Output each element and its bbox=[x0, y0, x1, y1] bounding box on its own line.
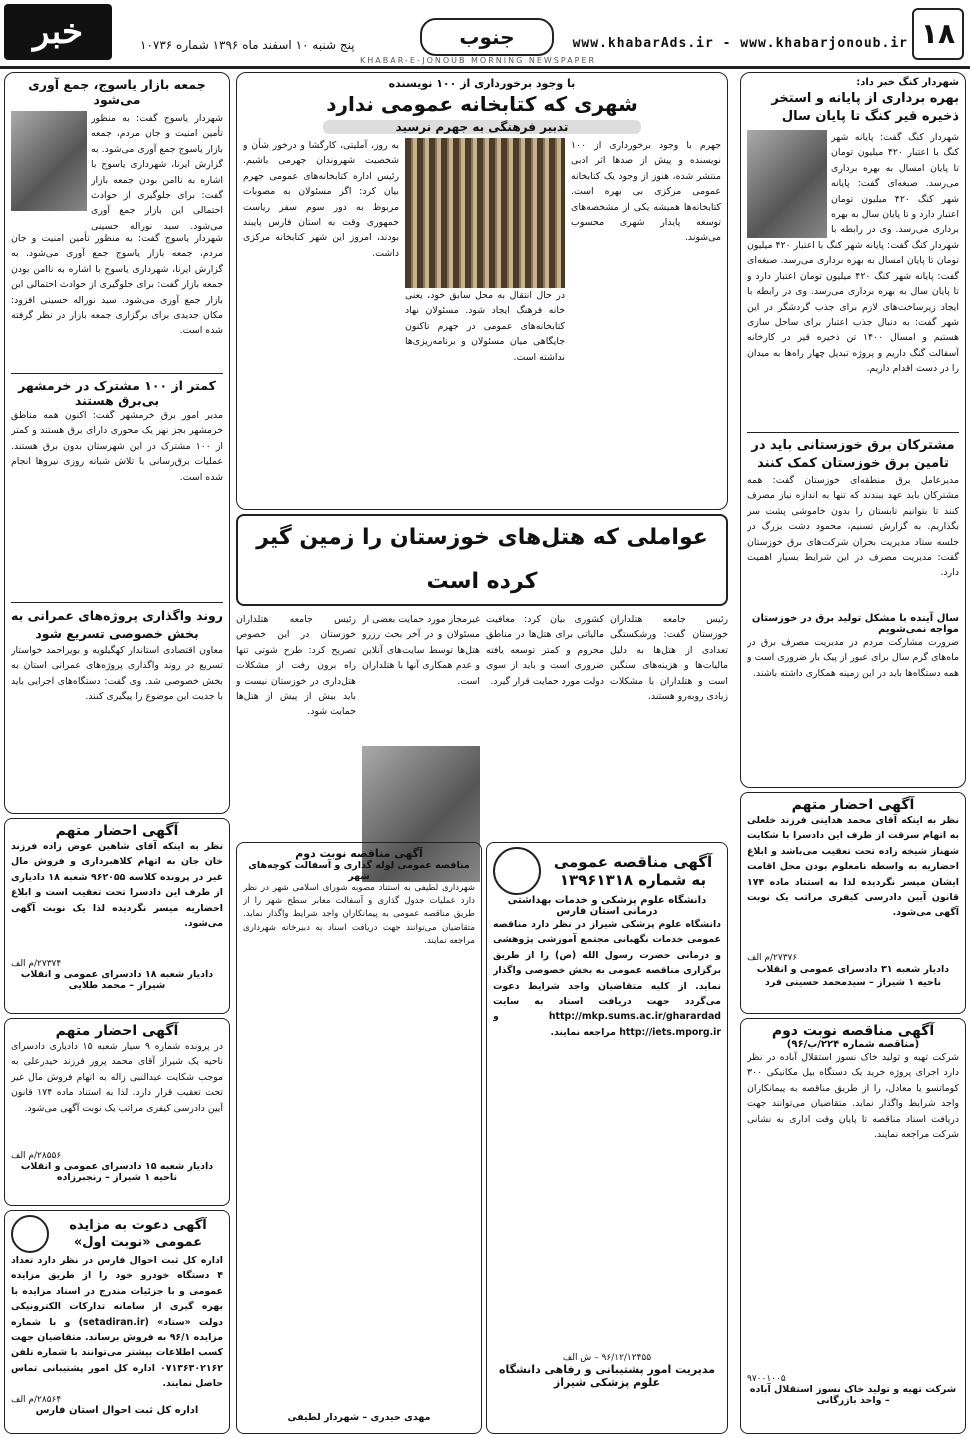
article-body-b: در حال انتقال به محل سابق خود، یعنی خانه فرهنگ ایجاد شود. مسئولان نهاد کتابخانه‌های عمومی در جهرم تاکنون جایگاهی میان مسئولان و برنامه‌ریزی‌ها نداشته است. bbox=[405, 290, 565, 363]
ad-body: نظر به اینکه آقای محمد هدایتی فرزند خلعلی به اتهام سرقت از طرف این دادسرا با شکایت شهناز شیخه زاده تحت تعقیب می‌باشد و ابلاغ احضاریه به واسطه نامعلوم بودن محل اقامت ایشان میسر نگردیده لذا به استناد ماده ۱۷۴ قانون آیین دادرسی کیفری مراتب یک نوبت آگهی می‌شود. bbox=[747, 815, 959, 919]
ad-code: ۲۸۵۶۴/م الف bbox=[11, 1395, 62, 1405]
headline-2: کمتر از ۱۰۰ مشترک در خرمشهر بی‌برق هستند bbox=[18, 378, 216, 408]
ad-code: ۹۷۰۰۱۰۰۵ bbox=[747, 1374, 786, 1384]
ad-body: شرکت تهیه و تولید خاک نسوز استقلال آباده در نظر دارد اجرای پروژه خرید یک دستگاه بیل مکانیکی ۳۰۰ کوماتسو یا معادل، را از طریق مناقصه به پیمانکاران واجد شرایط واگذار نماید. متقاضیان می‌توانند جهت دریافت اسناد مناقصه تا پایان وقت اداری به نشانی شرکت مراجعه نمایند. bbox=[747, 1052, 959, 1141]
ad-signature: شرکت تهیه و تولید خاک نسوز استقلال آباده – واحد بازرگانی bbox=[749, 1384, 957, 1406]
emblem-icon bbox=[11, 1215, 49, 1253]
library-photo bbox=[405, 138, 565, 288]
left-column bbox=[4, 72, 230, 814]
article-body-continued: شهردار یاسوج گفت: به منظور تأمین امنیت و جان مردم، جمعه بازار یاسوج جمع آوری می‌شود. به گزارش ایرنا، شهرداری یاسوج با اشاره به ناامن بودن جمعه بازار گفت: برای جلوگیری از حوادث احتمالی این بازار جمع آوری می‌شود. سید نوراله حسینی افزود: مکان جدیدی برای برگزاری جمعه بازار در نظر گرفته شده است. bbox=[11, 233, 223, 337]
ad-subtitle: مناقصه عمومی لوله گذاری و آسفالت کوچه‌های شهر bbox=[248, 860, 470, 882]
portrait-photo bbox=[11, 111, 87, 211]
ad-signature: دادیار شعبه ۳۱ دادسرای عمومی و انقلاب ناحیه ۱ شیراز – سیدمحمد حسینی فرد bbox=[756, 964, 950, 988]
ad-title: آگهی مناقصه نوبت دوم bbox=[295, 847, 423, 860]
ad-signature: دادیار شعبه ۱۵ دادسرای عمومی و انقلاب ناحیه ۱ شیراز – رنجبرزاده bbox=[20, 1161, 214, 1183]
portrait-photo bbox=[747, 130, 827, 238]
headline: شهری که کتابخانه عمومی ندارد bbox=[326, 92, 638, 116]
ad-subtitle: (مناقصه شماره ۲۲۴/ب/۹۶) bbox=[786, 1039, 920, 1050]
city-tender-ad bbox=[236, 842, 482, 1434]
ad-body: اداره کل ثبت احوال فارس در نظر دارد تعداد ۴ دستگاه خودرو خود را از طریق مزایده عمومی و با جزئیات مندرج در اسناد مزایده با بهره گیری از سامانه تدارکات الکترونیکی دولت «ستاد» (setadiran.ir) و با شماره مزایده ۹۶/۱ به فروش برساند. متقاضیان جهت کسب اطلاعات بیشتر می‌توانند با شماره تلفن ۰۷۱۳۶۳۰۲۱۶۲ اداره کل امور پشتیبانی تماس حاصل نمایند. bbox=[11, 1255, 223, 1390]
tender-ad bbox=[740, 1018, 966, 1434]
ad-body: نظر به اینکه آقای شاهین عوض زاده فرزند خان جان به اتهام کلاهبرداری و فروش مال غیر در پرونده کلاسه ۹۶۲۰۵۵ شعبه ۱۸ دادیاری از طرف این دادسرا تحت تعقیب است و ابلاغ احضاریه میسر نگردیده لذا یک نوبت آگهی می‌شود. bbox=[11, 841, 223, 930]
ad-code: ۲۷۳۷۴/م الف bbox=[11, 959, 62, 969]
medical-tender-ad bbox=[486, 842, 728, 1434]
summons-ad-3 bbox=[4, 1018, 230, 1206]
ad-body: دانشگاه علوم پزشکی شیراز در نظر دارد مناقصه عمومی خدمات نگهبانی مجتمع آموزشی پژوهشی و درمانی حضرت رسول الله (ص) را از طریق برگزاری مناقصه عمومی به بخش خصوصی واگذار نماید. از کلیه متقاضیان واجد شرایط دعوت می‌گردد جهت دریافت اسناد به سایت http://mkp.sums.ac.ir/gharardad و http://iets.mporg.ir مراجعه نمایند. bbox=[493, 919, 721, 1038]
article-body-2b: کشوری بیان کرد: معافیت مالیاتی برای هتل‌ها در مناطق محروم و کمتر توسعه یافته ضروری است و باید از سوی دولت مورد حمایت قرار گیرد. bbox=[486, 614, 604, 687]
article-body: شهردار کنگ گفت: پایانه شهر کنگ با اعتبار ۴۲۰ میلیون تومان تا پایان امسال به بهره برداری می‌رسد. صبغه‌ای گفت: پایانه شهر کنگ ۴۲۰ میلیون تومان اعتبار دارد و تا پایان سال به بهره برداری می‌رسد. وی در رابطه با bbox=[831, 132, 959, 236]
ad-number: به شماره ۱۳۹۶۱۳۱۸ bbox=[559, 871, 707, 889]
subhead: تدبیر فرهنگی به جهرم نرسید bbox=[323, 120, 641, 134]
article-body-2c: غیرمجاز مورد حمایت بعضی از مسئولان و در آخر بحث رزرو هتل‌ها توسط سایت‌های آنلاین و عدم همکاری آنها با هتلداران است. bbox=[362, 614, 480, 687]
article-body-3: ضرورت مشارکت مردم در مدیریت مصرف برق در ماه‌های گرم سال برای عبور از پیک بار ضروری است و همه دستگاه‌ها باید در این زمینه همکاری داشته باشند. bbox=[747, 637, 959, 679]
ad-title: آگهی مناقصه عمومی bbox=[553, 853, 713, 871]
headline: بهره برداری از پایانه و استخر ذخیره قیر کنگ تا پایان سال bbox=[771, 91, 959, 124]
ad-title: آگهی احضار متهم bbox=[55, 1023, 179, 1039]
hotels-article bbox=[236, 514, 728, 838]
article-body-a: جهرم با وجود برخورداری از ۱۰۰ نویسنده و پیش از صدها اثر ادبی منتشر شده، هنوز از وجود یک کتابخانه عمومی مرکزی بی بهره است. کتابخانه‌ها همیشه یکی از مشخصه‌های توسعه پایدار شهری محسوب می‌شوند. bbox=[571, 140, 721, 244]
ad-organization: دانشگاه علوم پزشکی و خدمات بهداشتی درمانی استان فارس bbox=[507, 895, 707, 917]
auction-ad bbox=[4, 1210, 230, 1434]
ad-code: ۲۷۳۷۶/م الف bbox=[747, 953, 798, 963]
ad-code: ۹۶/۱۲/۱۲۴۵۵ – ش الف bbox=[562, 1353, 652, 1363]
ad-signature: دادیار شعبه ۱۸ دادسرای عمومی و انقلاب شیراز – محمد طلایی bbox=[20, 969, 214, 991]
summons-ad-1 bbox=[740, 792, 966, 1014]
ad-title: آگهی احضار متهم bbox=[791, 797, 915, 813]
library-article bbox=[236, 72, 728, 510]
subhead: سال آینده با مشکل تولید برق در خوزستان مواجه نمی‌شویم bbox=[751, 613, 959, 635]
headline: جمعه بازار یاسوج، جمع آوری می‌شود bbox=[28, 77, 206, 107]
ad-body: شهرداری لطیفی به استناد مصوبه شورای اسلامی شهر در نظر دارد عملیات جدول گذاری و آسفالت معابر سطح شهر را از طریق مناقصه عمومی به پیمانکاران واجد شرایط واگذار نماید. متقاضیان می‌توانند جهت دریافت اسناد به دبیرخانه شهرداری مراجعه نمایند. bbox=[243, 883, 475, 946]
headline-2: مشترکان برق خوزستانی باید در تامین برق خوزستان کمک کنند bbox=[751, 438, 955, 471]
ad-body: در پرونده شماره ۹ سیار شعبه ۱۵ دادیاری دادسرای ناحیه یک شیراز آقای محمد پرور فرزند حیدرعلی به موجب شکایت عبدالنبی زاله به اتهام فروش مال غیر تحت تعقیب قرار دارد. لذا به استناد ماده ۱۷۴ قانون آیین دادرسی کیفری مراتب یک نوبت آگهی می‌شود. bbox=[11, 1041, 223, 1114]
article-body-2: مدیر امور برق خرمشهر گفت: اکنون همه مناطق خرمشهر بجز نهر یک محوری دارای برق هستند و کمتر از ۱۰۰ مشترک در این شهرستان بدون برق هستند. عملیات برق‌رسانی با تلاش شبانه روزی نیروها انجام شده است. bbox=[11, 410, 223, 483]
ad-title: آگهی مناقصه نوبت دوم bbox=[771, 1023, 935, 1039]
article-body-c: به روز، آملیتی، کارگشا و درخور شأن و شخصیت شهروندان جهرمی باشیم. رئیس اداره کتابخانه‌های عمومی جهرم بیان کرد: اگر مسئولان به مصوبات مربوط به دور سوم سفر ریاست جمهوری وقت به استان فارس پایبند بودند، امروز این شهر کتابخانه مرکزی داشت. bbox=[243, 140, 399, 259]
headline: عواملی که هتل‌های خوزستان را زمین گیر کرده است bbox=[236, 514, 728, 606]
kicker: با وجود برخورداری از ۱۰۰ نویسنده bbox=[388, 77, 576, 90]
ad-signature: مهدی حیدری – شهردار لطیفی bbox=[287, 1412, 431, 1423]
section-title: جنوب bbox=[420, 18, 554, 56]
article-body-2d: رئیس جامعه هتلداران خوزستان در این خصوص تصریح کرد: طرح شوتی تنها راه برون رفت از مشکلات هتل‌داری در خوزستان نیست و باید بیش از پیش از هتل‌ها حمایت شود. bbox=[236, 614, 356, 718]
english-name: KHABAR-E-JONOUB MORNING NEWSPAPER bbox=[360, 56, 597, 65]
ad-title: آگهی دعوت به مزایده عمومی «نوبت اول» bbox=[69, 1218, 207, 1250]
newspaper-logo: خبر bbox=[4, 4, 112, 60]
right-column bbox=[740, 72, 966, 788]
date-issue: پنج شنبه ۱۰ اسفند ماه ۱۳۹۶ شماره ۱۰۷۳۶ bbox=[140, 38, 355, 52]
site-urls[interactable]: www.khabarAds.ir - www.khabarjonoub.ir bbox=[572, 36, 908, 51]
article-body: شهردار یاسوج گفت: به منظور تأمین امنیت و جان مردم، جمعه بازار یاسوج جمع آوری می‌شود. به گزارش ایرنا، شهرداری یاسوج با اشاره به ناامن بودن جمعه بازار گفت: برای جلوگیری از حوادث احتمالی این بازار جمع آوری می‌شود. سید نوراله حسینی bbox=[91, 113, 223, 231]
summons-ad-2 bbox=[4, 818, 230, 1014]
ad-title: آگهی احضار متهم bbox=[55, 823, 179, 839]
headline-3: روند واگذاری پروژه‌های عمرانی به بخش خصوصی تسریع شود bbox=[11, 608, 223, 641]
article-body-continued: شهردار کنگ گفت: پایانه شهر کنگ با اعتبار ۴۲۰ میلیون تومان تا پایان امسال به بهره برداری می‌رسد. صبغه‌ای گفت: پایانه شهر کنگ ۴۲۰ میلیون تومان اعتبار دارد و تا پایان سال به بهره برداری می‌رسد. وی در رابطه با ایجاد زیرساخت‌های لازم برای جذب گردشگر در این شهر گفت: به دنبال جذب اعتبار برای ساحل سازی هستیم و امسال ۱۴۰۰ تن ذخیره قیر در کارخانه آسفالت گنگ داریم و پروژه تبدیل چهار راه‌ها به میدان را در دست اقدام داریم. bbox=[747, 240, 959, 375]
article-body-2a: رئیس جامعه هتلداران خوزستان گفت: ورشکستگی تعدادی از هتل‌ها به دلیل مالیات‌ها و هزینه‌های سنگین است و هتلداران با مشکلات زیادی روبه‌رو هستند. bbox=[610, 614, 728, 703]
article-body-2: مدیرعامل برق منطقه‌ای خوزستان گفت: همه مشترکان باید عهد ببندند که تنها به اندازه نیاز مصرف کنند تا بتوانیم تابستان را بدون خاموشی پشت سر بگذاریم. به گزارش تسنیم، محمود دشت بزرگ در جلسه ستاد مدیریت بحران شرکت‌های برق خوزستان گفت: مدیریت مصرف در این شرایط بسیار اهمیت دارد. bbox=[747, 475, 959, 579]
ad-signature: اداره کل ثبت احوال استان فارس bbox=[35, 1405, 199, 1416]
ad-code: ۲۸۵۵۶/م الف bbox=[11, 1151, 62, 1161]
ad-signature: مدیریت امور پشتیبانی و رفاهی دانشگاه علوم پزشکی شیراز bbox=[498, 1363, 716, 1389]
kicker: شهردار کنگ خبر داد: bbox=[856, 77, 959, 88]
article-body-3: معاون اقتصادی استاندار کهگیلویه و بویراحمد خواستار تسریع در روند واگذاری پروژه‌های عمرانی استان به بخش خصوصی شد. وی گفت: دستگاه‌های اجرایی باید با جدیت این موضوع را پیگیری کنند. bbox=[11, 645, 223, 703]
university-emblem-icon bbox=[493, 847, 541, 895]
page-number: ۱۸ bbox=[912, 8, 964, 60]
